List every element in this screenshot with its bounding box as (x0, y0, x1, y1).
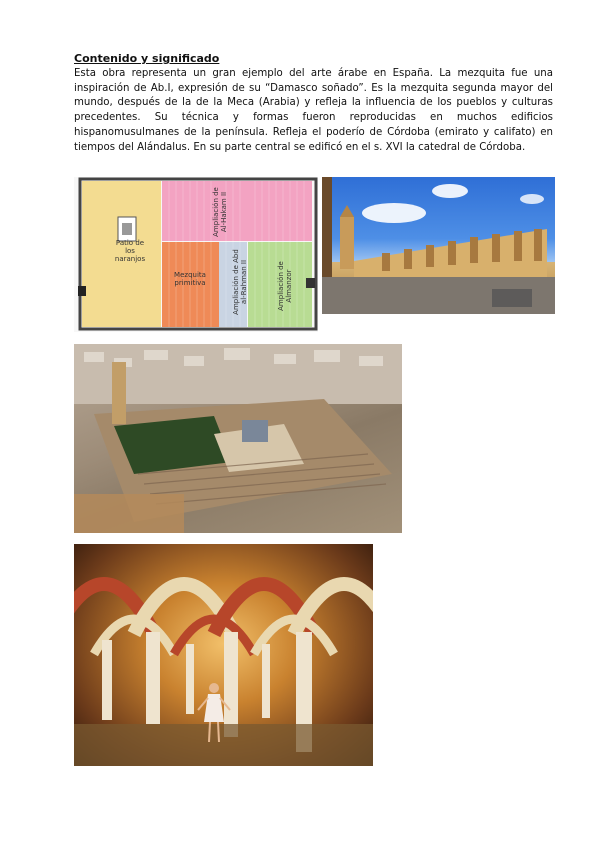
mosque-aerial-photo (74, 344, 402, 533)
facade-illustration (322, 177, 555, 314)
plan-amp-right-label: Ampliación de Almanzor (277, 261, 293, 311)
mosque-facade-photo (322, 177, 555, 314)
plan-amp-left-label: Ampliación de Abd al-Rahman II (232, 249, 248, 315)
plan-patio-label: Patio de los naranjos (114, 239, 146, 263)
content-heading: Contenido y significado (74, 52, 220, 65)
mosque-floor-plan (74, 177, 318, 332)
plan-mezquita-label: Mezquita primitiva (174, 271, 206, 287)
interior-illustration (74, 544, 373, 766)
mosque-interior-photo (74, 544, 373, 766)
content-paragraph: Esta obra representa un gran ejemplo del arte árabe en España. La mezquita fue una inspiración de Ab.I, expresión de su “Damasco soñado”. Es la mezquita segunda mayor del mundo, después de la de la Meca (Arabia) y refleja la influencia de los pueblos y culturas precedentes. Su técnica y formas fueron reproducidas en muchos edificios hispanomusulmanes de la península. Refleja el poderío de Córdoba (emirato y califato) en tiempos del Alándalus. En su parte central se edificó en el s. XVI la catedral de Córdoba. (74, 68, 553, 153)
plan-amp-top-label: Ampliación de Al-Hakam II (212, 187, 228, 237)
plan-amp-top (162, 181, 312, 241)
aerial-illustration (74, 344, 402, 533)
